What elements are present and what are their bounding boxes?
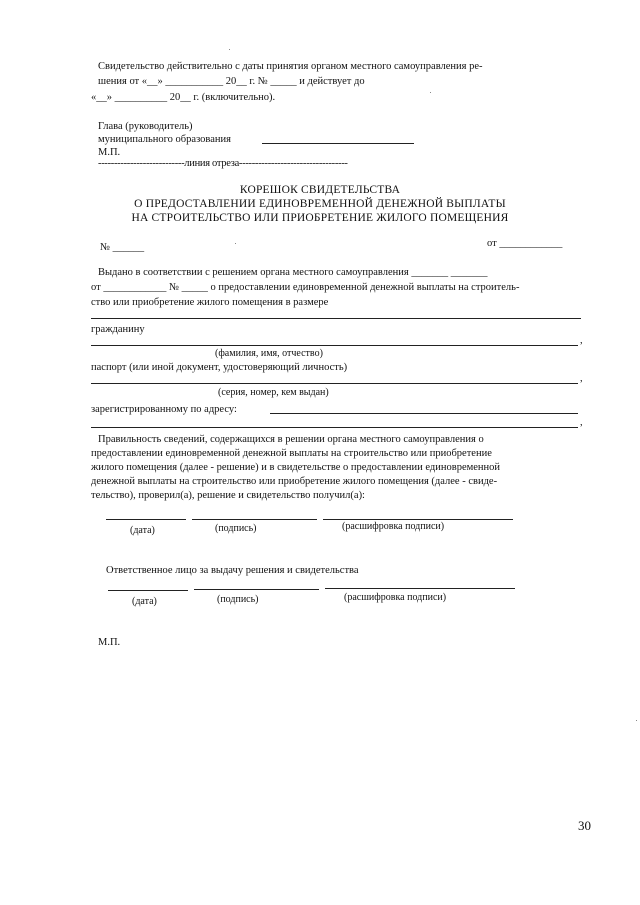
- issued-line-2: от ____________ № _____ о предоставлении единовременной денежной выплаты на строитель-: [91, 282, 520, 293]
- validity-line-2: шения от «__» ___________ 20__ г. № _____ и действует до: [98, 76, 365, 87]
- correctness-line-5: тельство), проверил(а), решение и свидетельство получил(а):: [91, 490, 365, 501]
- page-number: 30: [578, 818, 591, 833]
- sign1-decoding-line: [323, 519, 513, 520]
- citizen-name-comma: ,: [580, 335, 583, 346]
- citizen-label: гражданину: [91, 324, 145, 335]
- correctness-line-3: жилого помещения (далее - решение) и в свидетельстве о предоставлении единовременной: [91, 462, 501, 473]
- address-line-2: [91, 427, 578, 428]
- stamp-place-top: М.П.: [98, 147, 121, 158]
- scan-speck: [235, 243, 236, 244]
- scan-speck: [636, 720, 637, 721]
- sign1-date-line: [106, 519, 186, 520]
- title-line-1: КОРЕШОК СВИДЕТЕЛЬСТВА: [239, 184, 401, 196]
- stub-date: от ____________: [487, 238, 563, 249]
- sign2-signature-line: [194, 589, 319, 590]
- amount-line: [91, 318, 581, 319]
- passport-line: [91, 383, 578, 384]
- passport-caption: (серия, номер, кем выдан): [218, 387, 329, 398]
- scan-speck: [229, 49, 230, 50]
- correctness-line-2: предоставлении единовременной денежной выплаты на строительство или приобретение: [91, 448, 492, 459]
- sign1-decoding-caption: (расшифровка подписи): [342, 521, 445, 532]
- head-label: Глава (руководитель): [98, 121, 193, 132]
- validity-line-1: Свидетельство действительно с даты принятия органом местного самоуправления ре-: [98, 61, 483, 72]
- scan-speck: [430, 92, 431, 93]
- passport-label: паспорт (или иной документ, удостоверяющий личность): [91, 362, 348, 373]
- sign2-date-caption: (дата): [132, 596, 157, 607]
- sign1-date-caption: (дата): [130, 525, 155, 536]
- issued-line-1: Выдано в соответствии с решением органа местного самоуправления _______ _______: [98, 267, 488, 278]
- correctness-line-1: Правильность сведений, содержащихся в решении органа местного самоуправления о: [98, 434, 484, 445]
- issued-line-3: ство или приобретение жилого помещения в размере: [91, 297, 329, 308]
- sign2-decoding-caption: (расшифровка подписи): [344, 592, 447, 603]
- title-line-3: НА СТРОИТЕЛЬСТВО ИЛИ ПРИОБРЕТЕНИЕ ЖИЛОГО ПОМЕЩЕНИЯ: [131, 212, 509, 224]
- address-label: зарегистрированному по адресу:: [91, 404, 237, 415]
- stamp-place-bottom: М.П.: [98, 637, 121, 648]
- sign2-decoding-line: [325, 588, 515, 589]
- citizen-name-caption: (фамилия, имя, отчество): [215, 348, 323, 359]
- address-line-1: [270, 413, 578, 414]
- address-comma: ,: [580, 417, 583, 428]
- sign1-signature-line: [192, 519, 317, 520]
- correctness-line-4: денежной выплаты на строительство или приобретение жилого помещения (далее - свиде-: [91, 476, 498, 487]
- sign2-signature-caption: (подпись): [217, 594, 259, 605]
- municipality-label: муниципального образования: [98, 134, 231, 145]
- sign1-signature-caption: (подпись): [215, 523, 257, 534]
- sign2-date-line: [108, 590, 188, 591]
- stub-number: № ______: [100, 242, 145, 253]
- validity-line-3: «__» __________ 20__ г. (включительно).: [91, 92, 276, 103]
- head-signature-line: [262, 143, 414, 144]
- title-line-2: О ПРЕДОСТАВЛЕНИИ ЕДИНОВРЕМЕННОЙ ДЕНЕЖНОЙ ВЫПЛАТЫ: [134, 198, 506, 210]
- cut-line: ---------------------------линия отреза----------------------------------: [98, 158, 348, 169]
- responsible-label: Ответственное лицо за выдачу решения и свидетельства: [106, 565, 359, 576]
- citizen-name-line: [91, 345, 578, 346]
- passport-comma: ,: [580, 373, 583, 384]
